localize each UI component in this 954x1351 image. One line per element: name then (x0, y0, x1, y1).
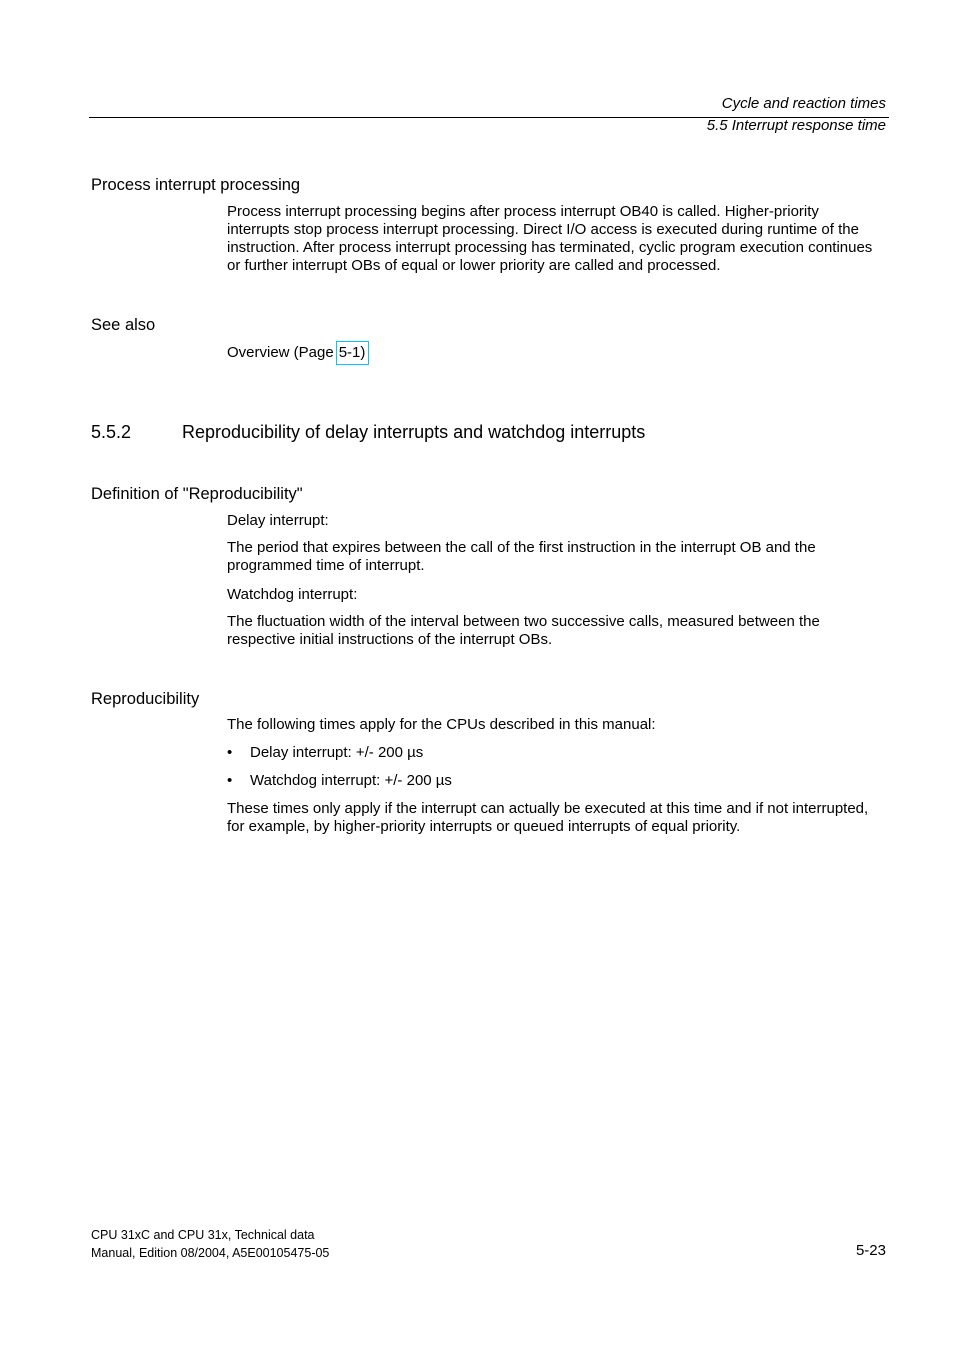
header-section: 5.5 Interrupt response time (706, 117, 886, 134)
watchdog-interrupt-text: The fluctuation width of the interval between two successive calls, measured between the respective initial instructions of the interrupt OBs. (227, 613, 820, 648)
page-number: 5-23 (855, 1242, 886, 1259)
page-link[interactable]: 5-1) (336, 341, 370, 365)
bullet-marker: • (227, 772, 233, 789)
delay-interrupt-label-line (227, 512, 882, 530)
paragraph-process-interrupt: Process interrupt processing begins after process interrupt OB40 is called. Higher-priority interrupts stop process interrupt processing. Direct I/O access is executed during runtime of the instruction. After process interrupt processing has terminated, cyclic program execution continues or further interrupt OBs of equal or lower priority are called and processed. (227, 203, 873, 274)
delay-interrupt-label: Delay interrupt (227, 512, 325, 529)
heading-reproducibility: Reproducibility (91, 690, 200, 708)
reproducibility-note: These times only apply if the interrupt can actually be executed at this time and if not interrupted, for example, by higher-priority interrupts or queued interrupts of equal priority. (227, 800, 869, 835)
footer-line-1: CPU 31xC and CPU 31x, Technical data (91, 1228, 315, 1242)
footer-line-2: Manual, Edition 08/2004, A5E00105475-05 (91, 1246, 330, 1260)
reproducibility-intro: The following times apply for the CPUs described in this manual: (227, 716, 656, 733)
see-also-line (227, 341, 882, 365)
watchdog-interrupt-label-line (227, 586, 882, 604)
see-also-text: Overview (Page (227, 344, 334, 361)
bullet-marker: • (227, 744, 233, 761)
delay-colon: : (324, 512, 329, 529)
bullet-watchdog: Watchdog interrupt: +/- 200 µs (250, 772, 452, 789)
section-number: 5.5.2 (91, 422, 132, 442)
heading-see-also: See also (91, 316, 156, 334)
header-chapter: Cycle and reaction times (721, 95, 886, 112)
watchdog-colon: : (353, 586, 358, 603)
heading-definition: Definition of "Reproducibility" (91, 485, 303, 503)
delay-interrupt-text: The period that expires between the call of the first instruction in the interrupt OB and the programmed time of interrupt. (227, 539, 816, 574)
bullet-delay: Delay interrupt: +/- 200 µs (250, 744, 424, 761)
watchdog-interrupt-label: Watchdog interrupt (227, 586, 354, 603)
section-title: Reproducibility of delay interrupts and watchdog interrupts (182, 422, 646, 442)
heading-process-interrupt: Process interrupt processing (91, 176, 301, 194)
